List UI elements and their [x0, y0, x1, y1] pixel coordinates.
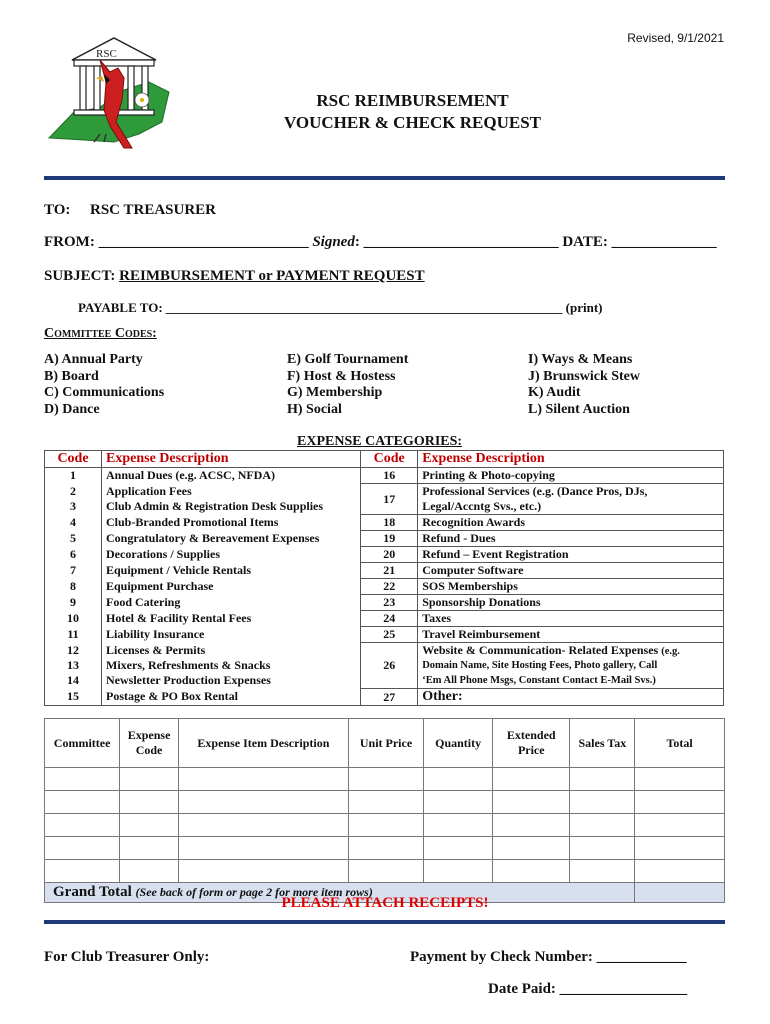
cell-input[interactable]	[45, 768, 120, 791]
committee-codes-col-2	[287, 352, 408, 418]
committee-code: H) Social	[287, 401, 342, 417]
committee-code: I) Ways & Means	[528, 352, 633, 367]
category-desc: Sponsorship Donations	[418, 595, 724, 611]
category-code: 9	[45, 595, 102, 611]
category-code: 12	[45, 643, 102, 659]
category-code: 18	[361, 515, 418, 531]
category-desc: Recognition Awards	[418, 515, 724, 531]
col-sales-tax: Sales Tax	[570, 719, 635, 768]
cell-input[interactable]	[424, 768, 493, 791]
cell-input[interactable]	[348, 768, 423, 791]
from-label: FROM:	[44, 234, 95, 250]
committee-code: F) Host & Hostess	[287, 368, 396, 384]
category-desc: Travel Reimbursement	[418, 627, 724, 643]
cell-input[interactable]	[424, 791, 493, 814]
category-desc: Domain Name, Site Hosting Fees, Photo gallery, Call	[418, 658, 724, 673]
category-desc: Postage & PO Box Rental	[102, 689, 361, 706]
category-desc: Congratulatory & Bereavement Expenses	[102, 531, 361, 547]
category-code: 22	[361, 579, 418, 595]
cell-input[interactable]	[45, 814, 120, 837]
cell-input[interactable]	[348, 860, 423, 883]
treasurer-only-label: For Club Treasurer Only:	[44, 949, 210, 965]
category-code: 13	[45, 658, 102, 673]
item-row[interactable]	[45, 814, 725, 837]
committee-code: L) Silent Auction	[528, 401, 630, 417]
category-code: 4	[45, 515, 102, 531]
cell-input[interactable]	[424, 837, 493, 860]
code-header: Code	[45, 451, 102, 468]
cell-input[interactable]	[120, 860, 179, 883]
category-code: 3	[45, 499, 102, 515]
category-code: 1	[45, 468, 102, 484]
cell-input[interactable]	[635, 791, 725, 814]
category-desc: Mixers, Refreshments & Snacks	[102, 658, 361, 673]
item-row[interactable]	[45, 768, 725, 791]
category-code: 17	[361, 484, 418, 515]
cell-input[interactable]	[424, 814, 493, 837]
category-desc: Equipment Purchase	[102, 579, 361, 595]
other-field[interactable]: Other:	[418, 689, 724, 706]
cell-input[interactable]	[635, 814, 725, 837]
cell-input[interactable]	[493, 837, 570, 860]
committee-code: G) Membership	[287, 385, 383, 400]
revised-date: Revised, 9/1/2021	[627, 31, 724, 45]
category-code: 24	[361, 611, 418, 627]
bottom-divider	[44, 920, 725, 924]
category-desc: Equipment / Vehicle Rentals	[102, 563, 361, 579]
attach-receipts-notice: PLEASE ATTACH RECEIPTS!	[281, 895, 489, 911]
from-blank[interactable]: ____________________________	[98, 234, 309, 250]
category-desc: Newsletter Production Expenses	[102, 673, 361, 689]
category-code: 21	[361, 563, 418, 579]
cell-input[interactable]	[635, 837, 725, 860]
cell-input[interactable]	[178, 860, 348, 883]
committee-code: C) Communications	[44, 385, 165, 400]
committee-code: E) Golf Tournament	[287, 352, 409, 367]
title-line-1: RSC REIMBURSEMENT	[316, 91, 509, 110]
category-code: 7	[45, 563, 102, 579]
category-desc: Printing & Photo-copying	[418, 468, 724, 484]
form-title	[0, 90, 770, 134]
cell-input[interactable]	[120, 768, 179, 791]
payable-field[interactable]: PAYABLE TO: _____________________________________________________________	[78, 300, 563, 315]
category-code: 16	[361, 468, 418, 484]
cell-input[interactable]	[570, 768, 635, 791]
category-desc: Professional Services (e.g. (Dance Pros, DJs,	[418, 484, 724, 500]
category-code: 5	[45, 531, 102, 547]
category-code: 26	[361, 643, 418, 689]
check-number-field[interactable]: Payment by Check Number: ____________	[410, 949, 687, 965]
cell-input[interactable]	[348, 814, 423, 837]
committee-code: A) Annual Party	[44, 352, 143, 367]
grand-total-label: Grand Total	[53, 884, 132, 900]
category-code: 19	[361, 531, 418, 547]
col-committee: Committee	[45, 719, 120, 768]
cell-input[interactable]	[493, 768, 570, 791]
category-desc	[418, 643, 724, 659]
category-desc: ‘Em All Phone Msgs, Constant Contact E-Mail Svs.)	[418, 673, 724, 689]
cell-input[interactable]	[178, 814, 348, 837]
category-desc: Application Fees	[102, 484, 361, 500]
subject-label: SUBJECT:	[44, 268, 116, 284]
category-code: 27	[361, 689, 418, 706]
item-row[interactable]	[45, 791, 725, 814]
category-code: 10	[45, 611, 102, 627]
category-code: 8	[45, 579, 102, 595]
col-extended-price: Extended Price	[493, 719, 570, 768]
cell-input[interactable]	[570, 837, 635, 860]
date-paid-field[interactable]: Date Paid: _________________	[488, 981, 688, 997]
category-desc: Liability Insurance	[102, 627, 361, 643]
payable-row[interactable]	[78, 300, 603, 316]
col-unit-price: Unit Price	[348, 719, 423, 768]
category-code: 15	[45, 689, 102, 706]
category-desc: SOS Memberships	[418, 579, 724, 595]
to-label: TO:	[44, 202, 71, 218]
category-desc: Annual Dues (e.g. ACSC, NFDA)	[102, 468, 361, 484]
expense-categories-table	[44, 450, 724, 706]
cell-input[interactable]	[348, 837, 423, 860]
col-total: Total	[635, 719, 725, 768]
payable-print-note: (print)	[565, 300, 603, 315]
cell-input[interactable]	[178, 768, 348, 791]
category-code: 25	[361, 627, 418, 643]
category-desc: Taxes	[418, 611, 724, 627]
category-code: 11	[45, 627, 102, 643]
category-desc: Licenses & Permits	[102, 643, 361, 659]
category-desc: Refund - Dues	[418, 531, 724, 547]
cell-input[interactable]	[45, 837, 120, 860]
subject-row	[44, 268, 425, 285]
desc-header: Expense Description	[418, 451, 724, 468]
cell-input[interactable]	[424, 860, 493, 883]
grand-total-note: (See back of form or page 2 for more item rows)	[135, 885, 373, 899]
item-row[interactable]	[45, 837, 725, 860]
cell-input[interactable]	[178, 837, 348, 860]
col-description: Expense Item Description	[178, 719, 348, 768]
committee-codes-heading: Committee Codes:	[44, 326, 157, 341]
expense-categories-heading: EXPENSE CATEGORIES:	[297, 434, 463, 449]
signed-blank[interactable]: : __________________________	[354, 234, 559, 250]
committee-code: B) Board	[44, 368, 99, 384]
from-row[interactable]	[44, 234, 717, 251]
cell-input[interactable]	[120, 837, 179, 860]
category-desc: Refund – Event Registration	[418, 547, 724, 563]
category-desc: Decorations / Supplies	[102, 547, 361, 563]
cell-input[interactable]	[120, 814, 179, 837]
category-desc: Legal/Accntg Svs., etc.)	[418, 499, 724, 515]
to-value: RSC TREASURER	[90, 202, 217, 218]
committee-codes-col-1	[44, 352, 164, 418]
title-line-2: VOUCHER & CHECK REQUEST	[283, 113, 542, 132]
date-field[interactable]: DATE: ______________	[562, 234, 717, 250]
committee-code: J) Brunswick Stew	[528, 368, 641, 384]
category-desc: Hotel & Facility Rental Fees	[102, 611, 361, 627]
category-desc: Club-Branded Promotional Items	[102, 515, 361, 531]
category-desc: Club Admin & Registration Desk Supplies	[102, 499, 361, 515]
cell-input[interactable]	[120, 791, 179, 814]
logo-text: RSC	[96, 48, 117, 60]
cell-input[interactable]	[635, 768, 725, 791]
signed-label: Signed	[312, 234, 355, 250]
category-code: 6	[45, 547, 102, 563]
category-code: 2	[45, 484, 102, 500]
expense-items-table	[44, 718, 725, 903]
cell-input[interactable]	[493, 860, 570, 883]
cell-input[interactable]	[45, 791, 120, 814]
cell-input[interactable]	[45, 860, 120, 883]
cell-input[interactable]	[493, 791, 570, 814]
cell-input[interactable]	[178, 791, 348, 814]
cell-input[interactable]	[570, 860, 635, 883]
cell-input[interactable]	[635, 860, 725, 883]
desc-header: Expense Description	[102, 451, 361, 468]
category-code: 23	[361, 595, 418, 611]
category-desc-small: (e.g.	[661, 646, 680, 657]
category-desc-text: Website & Communication- Related Expenses	[422, 643, 659, 657]
top-divider	[44, 176, 725, 180]
col-expense-code: Expense Code	[120, 719, 179, 768]
category-code: 14	[45, 673, 102, 689]
cell-input[interactable]	[493, 814, 570, 837]
col-quantity: Quantity	[424, 719, 493, 768]
cell-input[interactable]	[570, 814, 635, 837]
item-row[interactable]	[45, 860, 725, 883]
category-desc: Food Catering	[102, 595, 361, 611]
cell-input[interactable]	[348, 791, 423, 814]
code-header: Code	[361, 451, 418, 468]
cell-input[interactable]	[570, 791, 635, 814]
committee-code: D) Dance	[44, 401, 100, 417]
category-code: 20	[361, 547, 418, 563]
subject-value: REIMBURSEMENT or PAYMENT REQUEST	[119, 268, 425, 284]
committee-code: K) Audit	[528, 385, 581, 400]
category-desc: Computer Software	[418, 563, 724, 579]
committee-codes-col-3	[528, 352, 640, 418]
